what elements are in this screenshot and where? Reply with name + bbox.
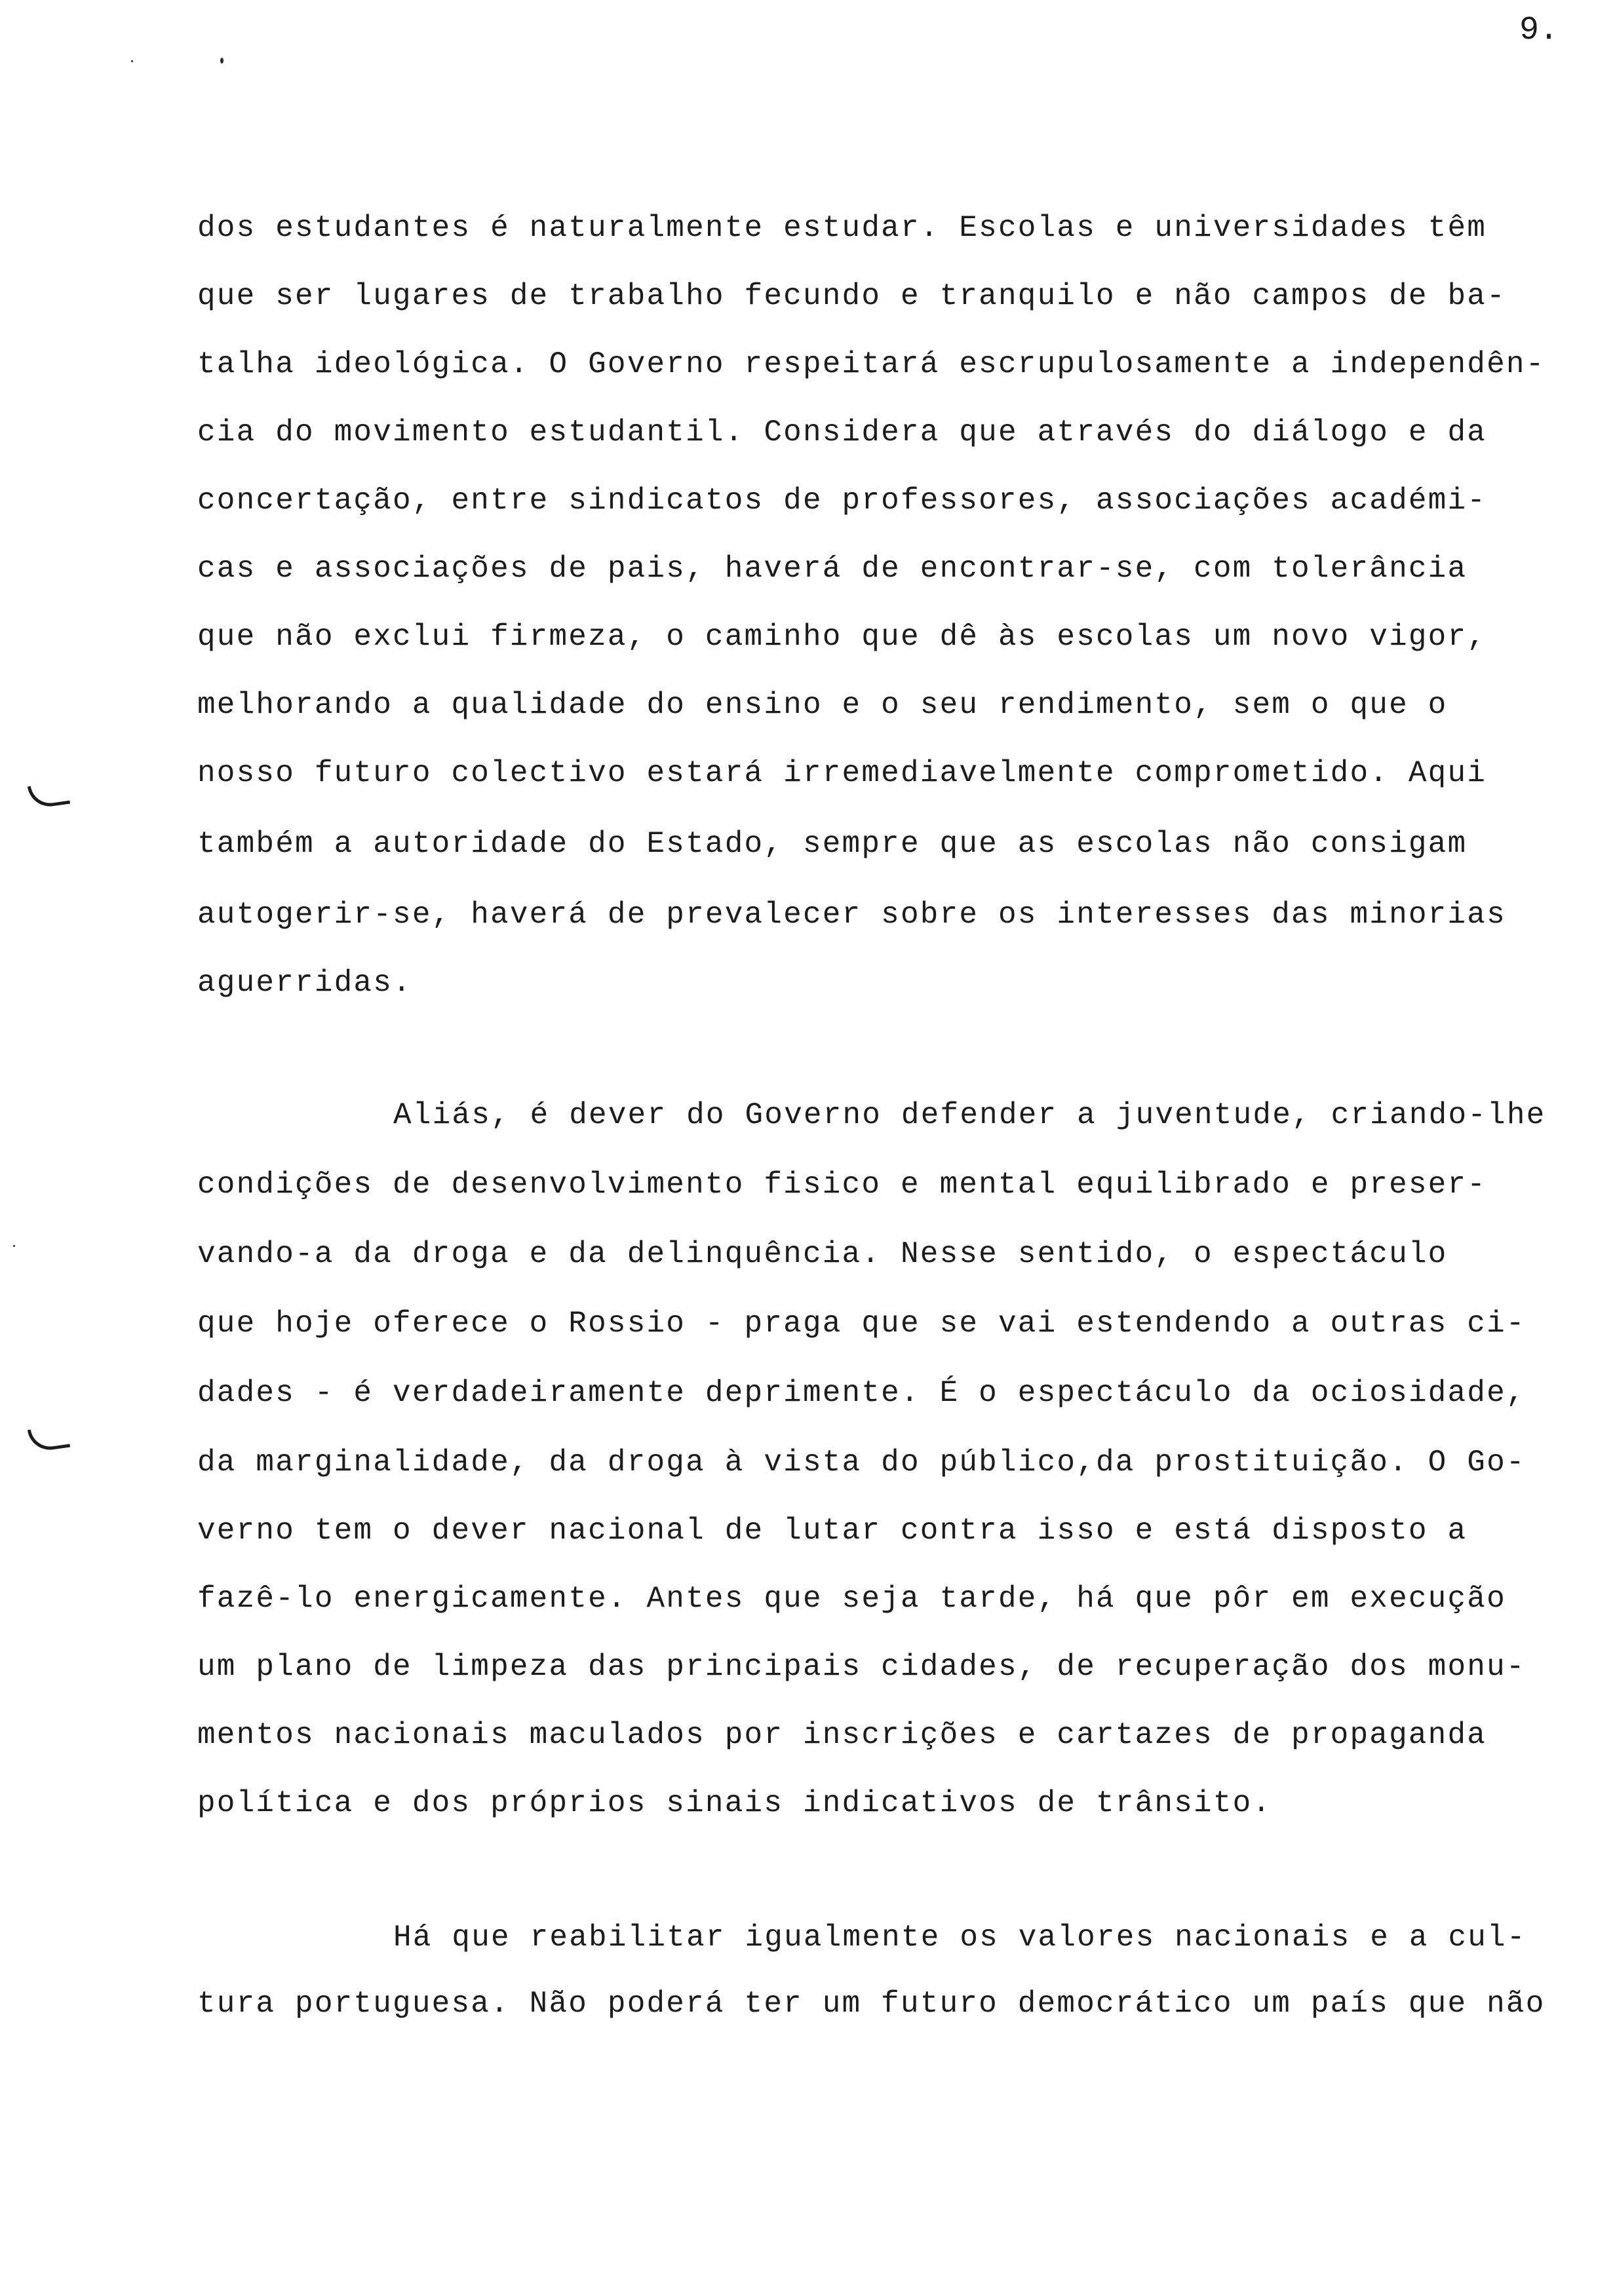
text-line: fazê-lo energicamente. Antes que seja tarde, há que pôr em execução [197, 1582, 1506, 1616]
text-line: melhorando a qualidade do ensino e o seu rendimento, sem o que o [197, 688, 1448, 722]
stray-mark [220, 58, 224, 64]
text-line: que não exclui firmeza, o caminho que dê às escolas um novo vigor, [197, 620, 1487, 654]
text-line: mentos nacionais maculados por inscrições e cartazes de propaganda [197, 1718, 1487, 1752]
text-line: Há que reabilitar igualmente os valores nacionais e a cul- [393, 1921, 1527, 1955]
text-line: autogerir-se, haverá de prevalecer sobre os interesses das minorias [197, 898, 1506, 932]
text-line: que hoje oferece o Rossio - praga que se vai estendendo a outras ci- [197, 1307, 1526, 1341]
margin-bracket-mark [28, 781, 70, 809]
text-line: política e dos próprios sinais indicativos de trânsito. [197, 1786, 1272, 1820]
text-line: concertação, entre sindicatos de professores, associações académi- [197, 484, 1487, 518]
text-line: Aliás, é dever do Governo defender a juventude, criando-lhe [393, 1098, 1546, 1132]
text-line: que ser lugares de trabalho fecundo e tranquilo e não campos de ba- [197, 279, 1506, 313]
text-line: aguerridas. [197, 966, 412, 1000]
text-line: da marginalidade, da droga à vista do público,da prostituição. O Go- [197, 1445, 1526, 1480]
margin-bracket-mark [28, 1425, 70, 1453]
text-line: talha ideológica. O Governo respeitará escrupulosamente a independên- [197, 347, 1546, 381]
text-line: tura portuguesa. Não poderá ter um futuro democrático um país que não [197, 1987, 1546, 2021]
text-line: verno tem o dever nacional de lutar contra isso e está disposto a [197, 1514, 1468, 1548]
stray-mark [131, 60, 133, 62]
text-line: um plano de limpeza das principais cidades, de recuperação dos monu- [197, 1650, 1526, 1684]
text-line: dades - é verdadeiramente deprimente. É o espectáculo da ociosidade, [197, 1376, 1526, 1410]
text-line: cia do movimento estudantil. Considera que através do diálogo e da [197, 415, 1487, 450]
text-line: dos estudantes é naturalmente estudar. Escolas e universidades têm [197, 211, 1487, 245]
text-line: também a autoridade do Estado, sempre que as escolas não consigam [197, 827, 1468, 861]
text-line: condições de desenvolvimento fisico e mental equilibrado e preser- [197, 1168, 1487, 1202]
text-line: nosso futuro colectivo estará irremediavelmente comprometido. Aqui [197, 756, 1487, 790]
stray-mark [13, 1245, 15, 1247]
text-line: cas e associações de pais, haverá de encontrar-se, com tolerância [197, 552, 1468, 586]
page-number: 9. [1519, 12, 1559, 49]
text-line: vando-a da droga e da delinquência. Nesse sentido, o espectáculo [197, 1237, 1448, 1271]
